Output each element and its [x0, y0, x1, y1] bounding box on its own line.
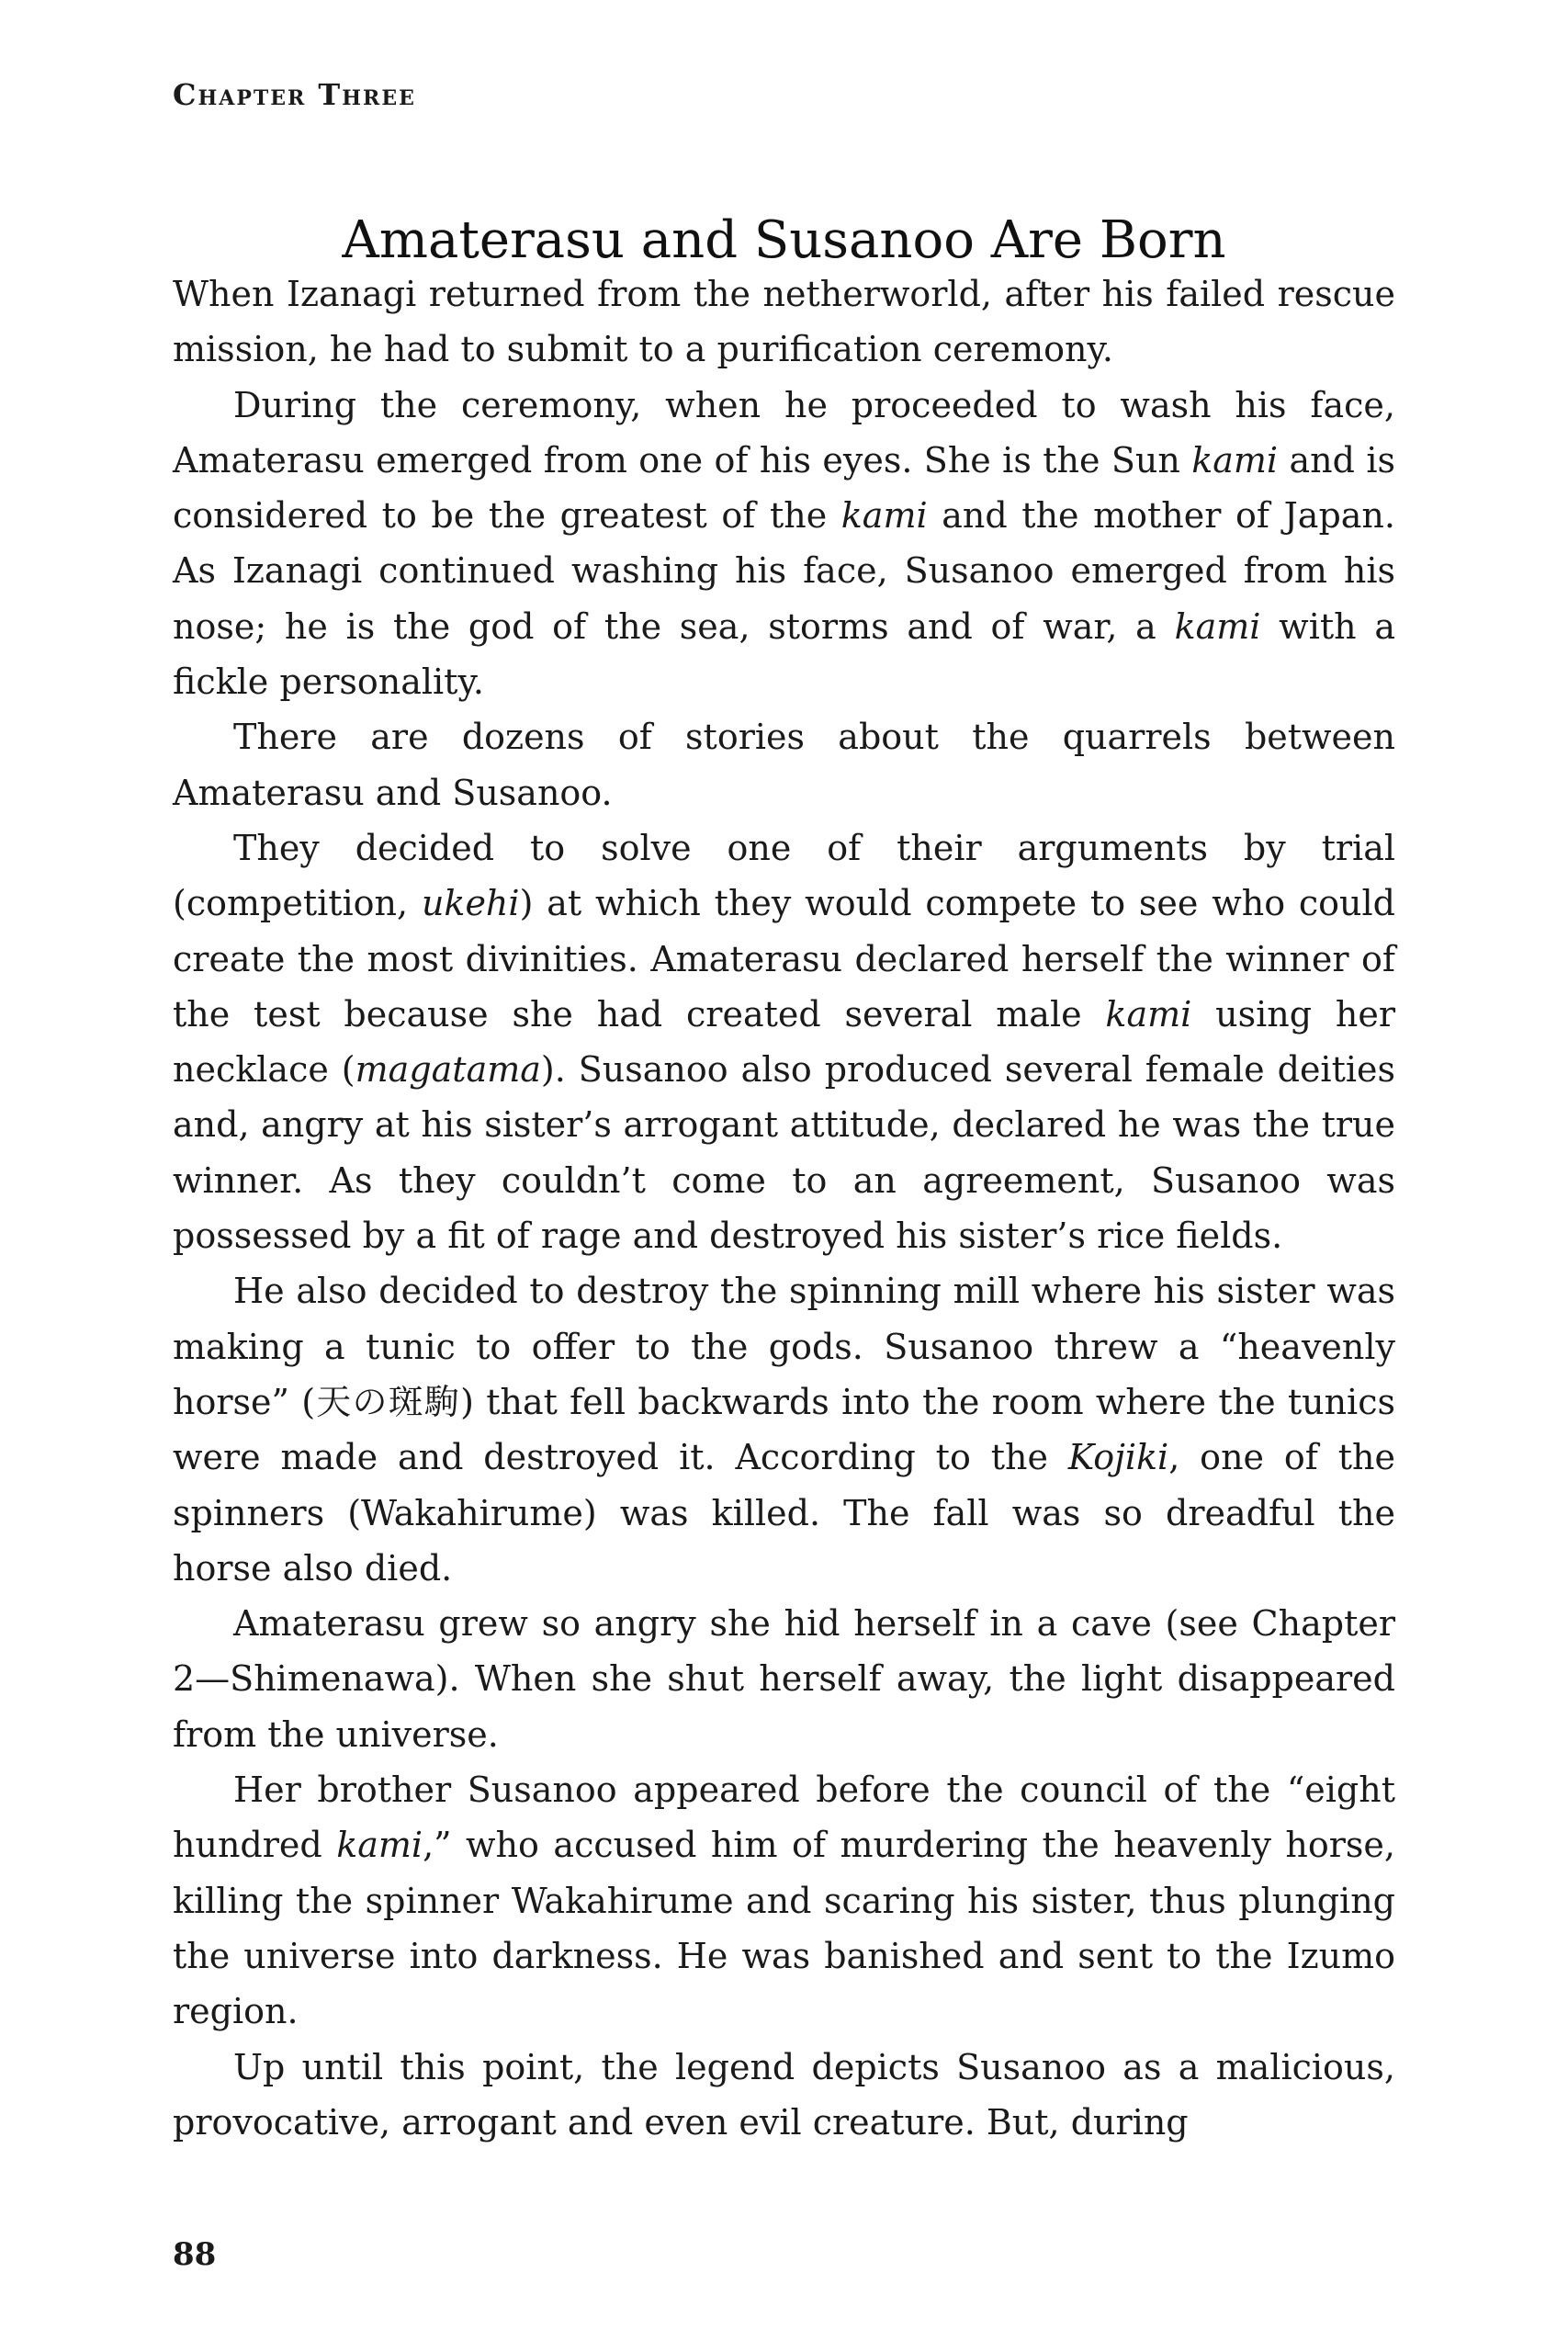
- paragraph-2-text-g: with a fickle personality.: [173, 605, 1395, 703]
- paragraph-6: [173, 1596, 1395, 1762]
- paragraph-2-text-c: and is considered to be the greatest of the: [173, 439, 1395, 537]
- paragraph-4-italic-ukehi: ukehi: [421, 883, 520, 924]
- paragraph-2-italic-kami-1: kami: [1191, 439, 1279, 481]
- paragraph-5-text-c: , one of the spinners (Wakahirume) was killed. The fall was so dreadful the horse also died.: [173, 1437, 1395, 1589]
- paragraph-3: [173, 709, 1395, 820]
- paragraph-4-italic-magatama: magatama: [355, 1049, 541, 1091]
- paragraph-2: [173, 378, 1395, 710]
- paragraph-5: [173, 1263, 1395, 1596]
- paragraph-4-text-e: using her necklace (: [173, 993, 1395, 1091]
- paragraph-4-italic-kami: kami: [1105, 993, 1192, 1035]
- paragraph-2-text-a: During the ceremony, when he proceeded to wash his face, Amaterasu emerged from one of his eyes. She is the Sun: [173, 384, 1395, 481]
- paragraph-4-text-a: They decided to solve one of their arguments by trial (competition,: [173, 827, 1395, 924]
- paragraph-8: [173, 2040, 1395, 2151]
- running-head: Chapter Three: [173, 77, 416, 112]
- paragraph-1: [173, 266, 1395, 378]
- paragraph-2-text-e: and the mother of Japan. As Izanagi continued washing his face, Susanoo emerged from his nose; he is the god of the sea, storms and of war, a: [173, 495, 1395, 647]
- paragraph-5-italic-kojiki: Kojiki: [1067, 1437, 1169, 1478]
- paragraph-4-text-c: ) at which they would compete to see who could create the most divinities. Amaterasu declared herself the winner of the test because she had created several male: [173, 883, 1395, 1035]
- paragraph-1-text: When Izanagi returned from the netherworld, after his failed rescue mission, he had to submit to a purification ceremony.: [173, 274, 1395, 370]
- section-title: Amaterasu and Susanoo Are Born: [342, 209, 1226, 270]
- paragraph-6-text: Amaterasu grew so angry she hid herself in a cave (see Chapter 2—Shimenawa). When she shut herself away, the light disappeared from the universe.: [173, 1603, 1395, 1755]
- body-text: [173, 266, 1395, 2150]
- paragraph-2-italic-kami-2: kami: [840, 495, 928, 537]
- paragraph-7-text-a: Her brother Susanoo appeared before the council of the “eight hundred: [173, 1770, 1395, 1866]
- page-number: 88: [173, 2236, 217, 2273]
- paragraph-4: [173, 820, 1395, 1263]
- paragraph-3-text: There are dozens of stories about the quarrels between Amaterasu and Susanoo.: [173, 717, 1395, 813]
- paragraph-7: [173, 1762, 1395, 2039]
- paragraph-8-text: Up until this point, the legend depicts Susanoo as a malicious, provocative, arrogant and even evil creature. But, during: [173, 2046, 1395, 2143]
- paragraph-5-text-a: He also decided to destroy the spinning mill where his sister was making a tunic to offer to the gods. Susanoo threw a “heavenly horse” (天の斑駒) that fell backwards into the room where the tunics were made and destroyed it. According to the: [173, 1271, 1395, 1478]
- paragraph-4-text-g: ). Susanoo also produced several female deities and, angry at his sister’s arrogant attitude, declared he was the true winner. As they couldn’t come to an agreement, Susanoo was possessed by a fit of rage and destroyed his sister’s rice fields.: [173, 1049, 1395, 1257]
- paragraph-7-text-c: ,” who accused him of murdering the heavenly horse, killing the spinner Wakahirume and scaring his sister, thus plunging the universe into darkness. He was banished and sent to the Izumo region.: [173, 1825, 1395, 2032]
- paragraph-7-italic-kami: kami: [336, 1825, 423, 1866]
- paragraph-2-italic-kami-3: kami: [1174, 605, 1261, 647]
